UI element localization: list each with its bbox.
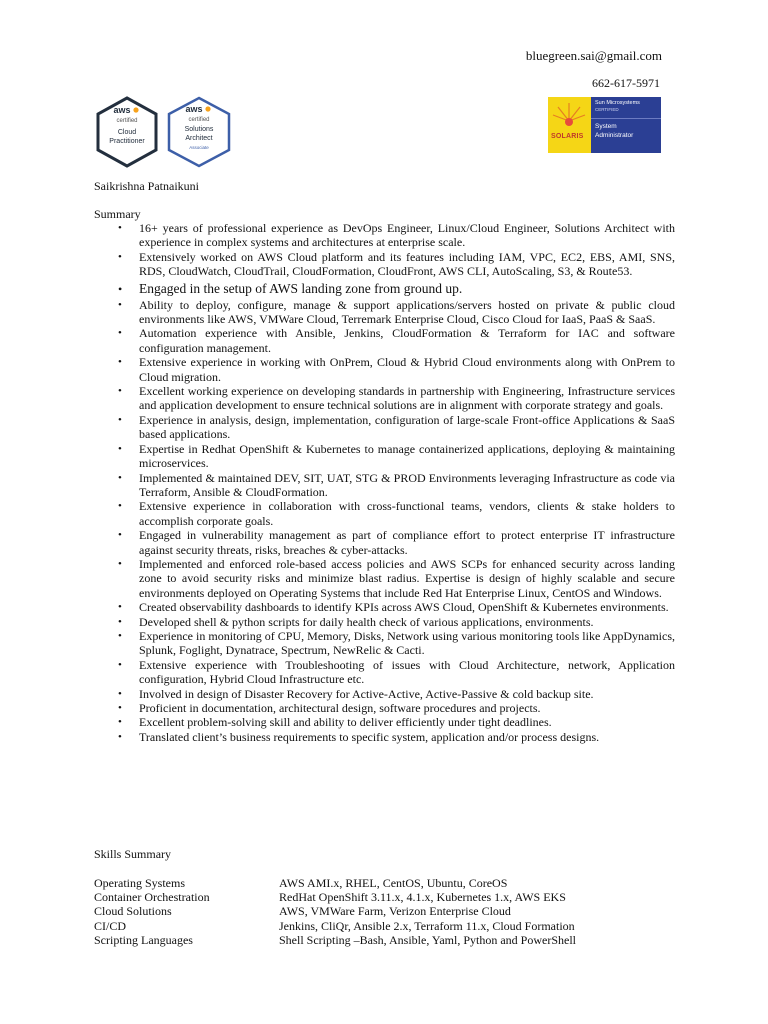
sun-certified: CERTIFIED [595, 107, 619, 112]
skills-table [94, 876, 576, 947]
summary-item: • Engaged in the setup of AWS landing zone from ground up. [139, 281, 675, 297]
summary-item: • Experience in analysis, design, implementation, configuration of large-scale Front-office Applications & SaaS based applications. [139, 413, 675, 442]
aws-sa-brand: aws [185, 104, 203, 114]
skill-value: Jenkins, CliQr, Ansible 2.x, Terraform 11.x, Cloud Formation [279, 918, 575, 933]
summary-item: • Excellent working experience on developing standards in partnership with Engineering, Infrastructure services and application development to ensure technical solutions are in alignment with corporate strategy and goals. [139, 384, 675, 413]
skill-value: RedHat OpenShift 3.11.x, 4.1.x, Kubernetes 1.x, AWS EKS [279, 890, 566, 905]
summary-item: • Extensive experience in working with OnPrem, Cloud & Hybrid Cloud environments along with OnPrem to Cloud migration. [139, 355, 675, 384]
aws-solutions-architect-badge [166, 96, 232, 168]
aws-cp-accent-dot [133, 107, 138, 112]
skill-category: Container Orchestration [94, 890, 210, 905]
summary-item: • Extensive experience in collaboration with cross-functional teams, vendors, clients & stake holders to accomplish corporate goals. [139, 499, 675, 528]
skill-row [94, 933, 576, 947]
summary-item: • Extensive experience with Troubleshooting of issues with Cloud Architecture, network, Application configuration, Hybrid Cloud Infrastructure etc. [139, 658, 675, 687]
skill-row [94, 904, 576, 918]
summary-list [139, 221, 675, 744]
aws-cloud-practitioner-badge [95, 96, 159, 168]
aws-cp-line2: Cloud [117, 129, 137, 136]
sun-rays-icon [548, 97, 591, 137]
skill-row [94, 876, 576, 890]
aws-sa-line4: Associate [189, 145, 209, 150]
skill-value: AWS, VMWare Farm, Verizon Enterprise Cloud [279, 904, 511, 919]
skill-value: Shell Scripting –Bash, Ansible, Yaml, Python and PowerShell [279, 932, 577, 947]
summary-item: • Developed shell & python scripts for daily health check of various applications, environments. [139, 615, 675, 629]
skill-row [94, 919, 576, 933]
skill-category: CI/CD [94, 918, 127, 933]
summary-item: • Implemented & maintained DEV, SIT, UAT, STG & PROD Environments leveraging Infrastructure as code via Terraform, Ansible & CloudFormation. [139, 471, 675, 500]
summary-item: • Created observability dashboards to identify KPIs across AWS Cloud, OpenShift & Kubernetes environments. [139, 600, 675, 614]
skill-category: Scripting Languages [94, 932, 193, 947]
skill-category: Cloud Solutions [94, 904, 172, 919]
summary-item: • Experience in monitoring of CPU, Memory, Disks, Network using various monitoring tools like AppDynamics, Splunk, Foglight, Dynatrace, Spectrum, NewRelic & Cacti. [139, 629, 675, 658]
skills-heading: Skills Summary [94, 847, 172, 861]
aws-cp-line3: Practitioner [109, 138, 145, 145]
sun-certification-panel [591, 97, 661, 153]
contact-email: bluegreen.sai@gmail.com [525, 48, 662, 63]
aws-sa-accent-dot [205, 106, 210, 111]
solaris-logo [548, 97, 591, 153]
contact-phone: 662-617-5971 [592, 76, 660, 90]
candidate-name: Saikrishna Patnaikuni [94, 179, 199, 193]
summary-item: • Translated client’s business requirements to specific system, application and/or process designs. [139, 730, 675, 744]
solaris-text: SOLARIS [551, 133, 584, 140]
aws-cp-brand: aws [113, 105, 131, 115]
aws-cp-certified: certified [116, 118, 138, 124]
sun-certified-badge [548, 97, 661, 153]
skill-category: Operating Systems [94, 876, 185, 890]
aws-sa-line3: Architect [185, 135, 213, 142]
summary-item: • Implemented and enforced role-based access policies and AWS SCPs for enhanced security across landing zone to avoid security risks and minimize blast radius. Expertise is design of highly scalable and secure environments deployed on Operating Systems that include Red Hat Enterprise Linux, CentOS and Windows. [139, 557, 675, 600]
aws-sa-line2: Solutions [184, 126, 214, 133]
summary-heading: Summary [94, 207, 141, 221]
summary-item: • Involved in design of Disaster Recovery for Active-Active, Active-Passive & cold backup site. [139, 687, 675, 701]
summary-item: • Extensively worked on AWS Cloud platform and its features including IAM, VPC, EC2, EBS, AMI, SNS, RDS, CloudWatch, CloudTrail, CloudFormation, CloudFront, AWS CLI, AutoScaling, S3, & Route53. [139, 250, 675, 279]
sun-role-line1: System [595, 123, 617, 130]
summary-item: • Excellent problem-solving skill and ability to deliver efficiently under tight deadlines. [139, 715, 675, 729]
aws-sa-certified: certified [188, 117, 210, 123]
summary-item: • Proficient in documentation, architectural design, software procedures and projects. [139, 701, 675, 715]
sun-role-line2: Administrator [595, 131, 634, 139]
sun-company: Sun Microsystems [595, 100, 640, 106]
skill-row [94, 890, 576, 904]
summary-item: • Expertise in Redhat OpenShift & Kubernetes to manage containerized applications, deploying & maintaining microservices. [139, 442, 675, 471]
summary-item: • Ability to deploy, configure, manage & support applications/servers hosted on private & public cloud environments like AWS, VMWare Cloud, Terremark Enterprise Cloud, Cisco Cloud for IaaS, PaaS & SaaS. [139, 298, 675, 327]
summary-item: • Automation experience with Ansible, Jenkins, CloudFormation & Terraform for IAC and software configuration management. [139, 326, 675, 355]
summary-item: • 16+ years of professional experience as DevOps Engineer, Linux/Cloud Engineer, Solutions Architect with experience in complex systems and architectures at enterprise scale. [139, 221, 675, 250]
summary-item: • Engaged in vulnerability management as part of compliance effort to protect enterprise IT infrastructure against security threats, risks, breaches & cyber-attacks. [139, 528, 675, 557]
skill-value: AWS AMI.x, RHEL, CentOS, Ubuntu, CoreOS [279, 876, 508, 890]
